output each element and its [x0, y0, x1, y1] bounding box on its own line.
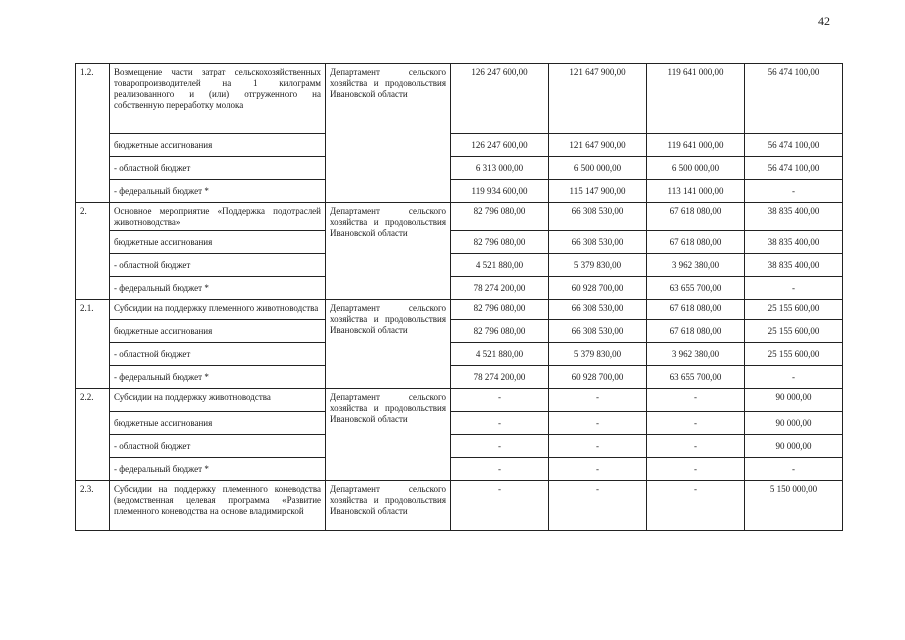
value-cell: 90 000,00	[745, 412, 843, 435]
value-cell: 3 962 380,00	[647, 254, 745, 277]
value-cell: -	[745, 180, 843, 203]
value-cell: 115 147 900,00	[549, 180, 647, 203]
value-cell: 67 618 080,00	[647, 300, 745, 320]
value-cell: 38 835 400,00	[745, 203, 843, 231]
row-number: 1.2.	[76, 64, 110, 203]
funding-label: - областной бюджет	[110, 254, 326, 277]
table-row	[76, 231, 843, 254]
table-row	[76, 157, 843, 180]
table-row	[76, 64, 843, 134]
table-row	[76, 389, 843, 412]
value-cell: 6 500 000,00	[549, 157, 647, 180]
value-cell: 67 618 080,00	[647, 231, 745, 254]
value-cell: -	[451, 435, 549, 458]
value-cell: -	[451, 481, 549, 531]
funding-label: бюджетные ассигнования	[110, 412, 326, 435]
value-cell: -	[745, 277, 843, 300]
value-cell: 6 313 000,00	[451, 157, 549, 180]
funding-label: - областной бюджет	[110, 157, 326, 180]
funding-label: - федеральный бюджет *	[110, 366, 326, 389]
value-cell: 63 655 700,00	[647, 366, 745, 389]
value-cell: 5 379 830,00	[549, 343, 647, 366]
value-cell: 63 655 700,00	[647, 277, 745, 300]
executor-cell: Департамент сельского хозяйства и продовольствия Ивановской области	[326, 389, 451, 481]
measure-name: Субсидии на поддержку племенного коневодства (ведомственная целевая программа «Развитие племенного коневодства на основе владимирской	[110, 481, 326, 531]
value-cell: 113 141 000,00	[647, 180, 745, 203]
value-cell: 38 835 400,00	[745, 231, 843, 254]
measure-name: Основное мероприятие «Поддержка подотраслей животноводства»	[110, 203, 326, 231]
funding-label: - федеральный бюджет *	[110, 277, 326, 300]
value-cell: -	[549, 435, 647, 458]
value-cell: 25 155 600,00	[745, 320, 843, 343]
value-cell: -	[745, 458, 843, 481]
funding-label: - федеральный бюджет *	[110, 458, 326, 481]
value-cell: 119 934 600,00	[451, 180, 549, 203]
value-cell: 119 641 000,00	[647, 64, 745, 134]
value-cell: 6 500 000,00	[647, 157, 745, 180]
value-cell: 5 150 000,00	[745, 481, 843, 531]
value-cell: -	[549, 481, 647, 531]
value-cell: -	[647, 458, 745, 481]
value-cell: 121 647 900,00	[549, 134, 647, 157]
table-row	[76, 180, 843, 203]
measure-name: Возмещение части затрат сельскохозяйственных товаропроизводителей на 1 килограмм реализованного и (или) отгруженного на собственную переработку молока	[110, 64, 326, 134]
value-cell: 56 474 100,00	[745, 64, 843, 134]
value-cell: -	[451, 458, 549, 481]
table-row	[76, 343, 843, 366]
value-cell: 90 000,00	[745, 435, 843, 458]
value-cell: 78 274 200,00	[451, 366, 549, 389]
value-cell: 67 618 080,00	[647, 203, 745, 231]
table-row	[76, 481, 843, 531]
value-cell: 82 796 080,00	[451, 300, 549, 320]
funding-label: бюджетные ассигнования	[110, 231, 326, 254]
table-row	[76, 300, 843, 320]
value-cell: -	[647, 481, 745, 531]
value-cell: 78 274 200,00	[451, 277, 549, 300]
funding-label: бюджетные ассигнования	[110, 320, 326, 343]
value-cell: 82 796 080,00	[451, 320, 549, 343]
value-cell: 82 796 080,00	[451, 231, 549, 254]
measure-name: Субсидии на поддержку племенного животноводства	[110, 300, 326, 320]
value-cell: -	[647, 435, 745, 458]
table-row	[76, 412, 843, 435]
value-cell: 82 796 080,00	[451, 203, 549, 231]
executor-cell: Департамент сельского хозяйства и продовольствия Ивановской области	[326, 64, 451, 203]
measure-name: Субсидии на поддержку животноводства	[110, 389, 326, 412]
budget-table	[75, 63, 843, 531]
value-cell: -	[647, 412, 745, 435]
funding-label: - федеральный бюджет *	[110, 180, 326, 203]
value-cell: -	[549, 412, 647, 435]
row-number: 2.	[76, 203, 110, 300]
value-cell: 66 308 530,00	[549, 231, 647, 254]
funding-label: бюджетные ассигнования	[110, 134, 326, 157]
value-cell: 56 474 100,00	[745, 157, 843, 180]
value-cell: -	[451, 389, 549, 412]
value-cell: 66 308 530,00	[549, 320, 647, 343]
table-row	[76, 320, 843, 343]
value-cell: 25 155 600,00	[745, 300, 843, 320]
funding-label: - областной бюджет	[110, 435, 326, 458]
value-cell: 126 247 600,00	[451, 134, 549, 157]
executor-cell: Департамент сельского хозяйства и продовольствия Ивановской области	[326, 203, 451, 300]
value-cell: 121 647 900,00	[549, 64, 647, 134]
value-cell: 60 928 700,00	[549, 366, 647, 389]
value-cell: 3 962 380,00	[647, 343, 745, 366]
value-cell: 5 379 830,00	[549, 254, 647, 277]
table-row	[76, 254, 843, 277]
value-cell: 25 155 600,00	[745, 343, 843, 366]
value-cell: -	[549, 458, 647, 481]
table-row	[76, 458, 843, 481]
value-cell: -	[549, 389, 647, 412]
table-row	[76, 435, 843, 458]
value-cell: 90 000,00	[745, 389, 843, 412]
value-cell: 60 928 700,00	[549, 277, 647, 300]
value-cell: 66 308 530,00	[549, 203, 647, 231]
value-cell: 56 474 100,00	[745, 134, 843, 157]
value-cell: 66 308 530,00	[549, 300, 647, 320]
value-cell: 38 835 400,00	[745, 254, 843, 277]
value-cell: 67 618 080,00	[647, 320, 745, 343]
executor-cell: Департамент сельского хозяйства и продовольствия Ивановской области	[326, 481, 451, 531]
page-number: 42	[818, 14, 830, 28]
row-number: 2.2.	[76, 389, 110, 481]
row-number: 2.3.	[76, 481, 110, 531]
value-cell: 4 521 880,00	[451, 254, 549, 277]
value-cell: 4 521 880,00	[451, 343, 549, 366]
executor-cell: Департамент сельского хозяйства и продовольствия Ивановской области	[326, 300, 451, 389]
funding-label: - областной бюджет	[110, 343, 326, 366]
table-row	[76, 277, 843, 300]
value-cell: 126 247 600,00	[451, 64, 549, 134]
value-cell: -	[745, 366, 843, 389]
value-cell: -	[451, 412, 549, 435]
row-number: 2.1.	[76, 300, 110, 389]
table-row	[76, 134, 843, 157]
table-row	[76, 366, 843, 389]
table-row	[76, 203, 843, 231]
value-cell: -	[647, 389, 745, 412]
value-cell: 119 641 000,00	[647, 134, 745, 157]
